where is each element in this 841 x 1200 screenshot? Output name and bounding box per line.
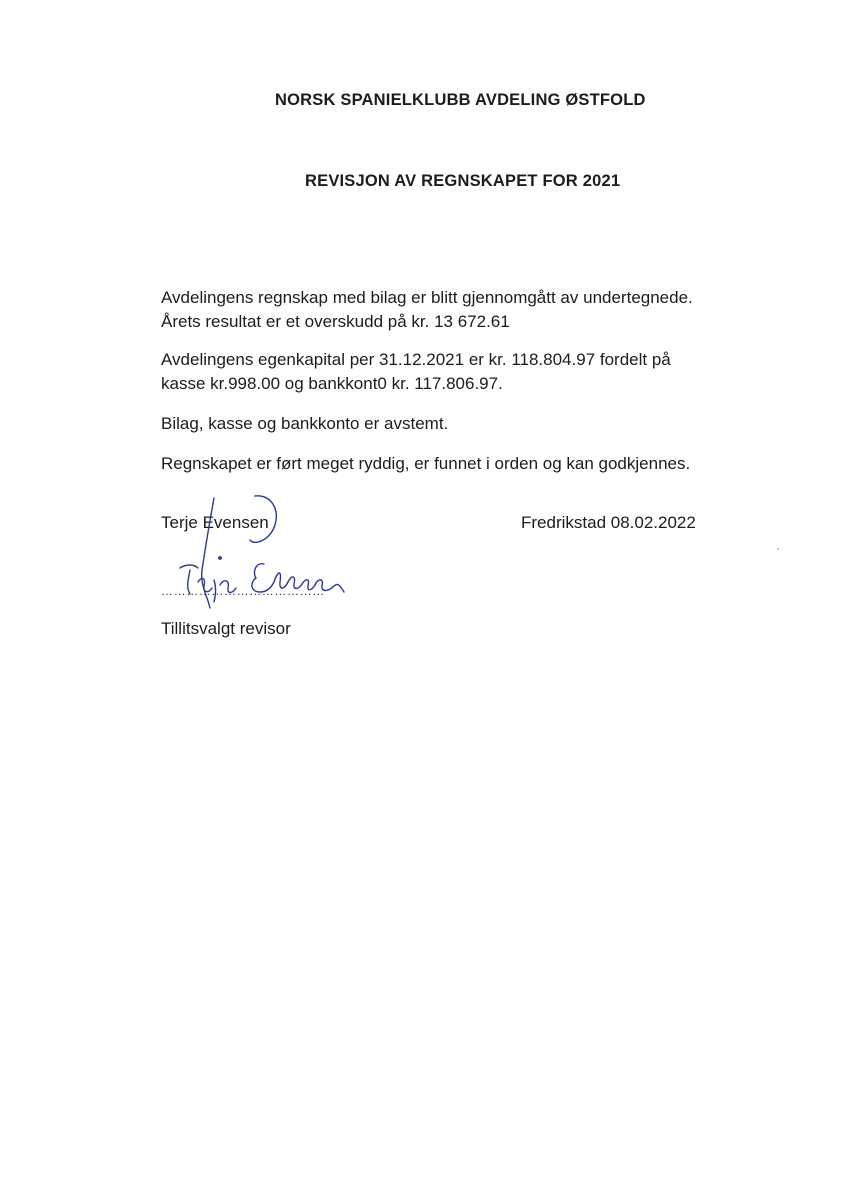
paragraph-review-summary bbox=[161, 286, 821, 334]
handwritten-signature bbox=[150, 490, 350, 620]
paragraph-line: Bilag, kasse og bankkonto er avstemt. bbox=[161, 414, 449, 433]
signer-name: Terje Evensen bbox=[161, 513, 269, 532]
document-title: REVISJON AV REGNSKAPET FOR 2021 bbox=[305, 172, 621, 190]
signer-role: Tillitsvalgt revisor bbox=[161, 619, 291, 638]
paragraph-line: Regnskapet er ført meget ryddig, er funnet i orden og kan godkjennes. bbox=[161, 454, 691, 473]
paragraph-equity bbox=[161, 348, 821, 396]
place-and-date: Fredrikstad 08.02.2022 bbox=[521, 513, 696, 532]
paragraph-line: Avdelingens regnskap med bilag er blitt gjennomgått av undertegnede. bbox=[161, 288, 693, 307]
organization-heading: NORSK SPANIELKLUBB AVDELING ØSTFOLD bbox=[275, 91, 646, 109]
scan-speck bbox=[777, 548, 779, 550]
signature-dotted-line: ………………………………… bbox=[161, 584, 325, 598]
paragraph-line: kasse kr.998.00 og bankkont0 kr. 117.806.97. bbox=[161, 374, 503, 393]
paragraph-line: Avdelingens egenkapital per 31.12.2021 er kr. 118.804.97 fordelt på bbox=[161, 350, 671, 369]
paragraph-line: Årets resultat er et overskudd på kr. 13 672.61 bbox=[161, 312, 510, 331]
paragraph-reconciled bbox=[161, 412, 821, 436]
paragraph-approval bbox=[161, 452, 821, 476]
